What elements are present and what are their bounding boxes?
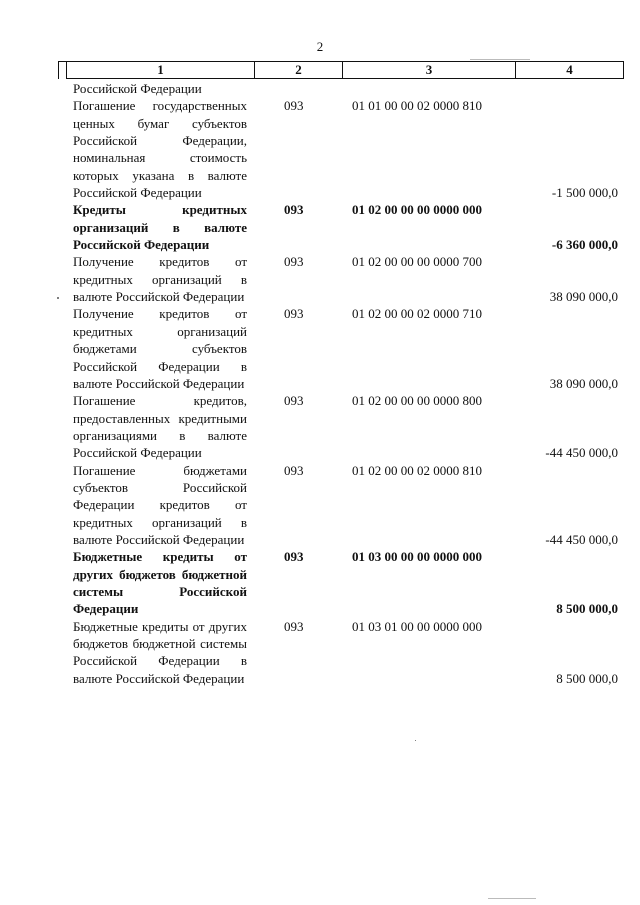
row-name: Погашение кредитов, предоставленных кредитными организациями в валюте Российской Федерации [73,393,247,461]
header-col-1: 1 [67,62,255,78]
row-code: 093 [284,393,304,409]
row-kbk: 01 03 01 00 00 0000 000 [352,618,482,634]
row-kbk: 01 03 00 00 00 0000 000 [352,549,482,565]
row-name: Погашение бюджетами субъектов Российской Федерации кредитов от кредитных организаций в валюте Российской Федерации [73,462,247,547]
page-number: 2 [316,39,324,54]
table-row [73,97,618,201]
row-amount: -44 450 000,0 [545,445,618,461]
header-col-4: 4 [566,62,573,77]
row-amount: 8 500 000,0 [556,670,618,686]
row-name: Получение кредитов от кредитных организаций в валюте Российской Федерации [73,254,247,305]
row-amount: -44 450 000,0 [545,531,618,547]
row-kbk: 01 02 00 00 00 0000 700 [352,254,482,270]
table-row [73,253,618,305]
row-amount: -6 360 000,0 [551,237,618,253]
row-kbk: 01 01 00 00 02 0000 810 [352,98,482,114]
row-amount: -1 500 000,0 [551,185,618,201]
row-code: 093 [284,98,304,114]
row-amount: 8 500 000,0 [556,601,618,617]
row-kbk: 01 02 00 00 02 0000 710 [352,306,482,322]
table-row [73,201,618,253]
table-row [73,392,618,461]
header-col-3: 3 [343,62,516,78]
row-code: 093 [284,618,304,634]
row-code: 093 [284,306,304,322]
row-code: 093 [284,202,304,218]
row-code: 093 [284,254,304,270]
row-amount: 38 090 000,0 [549,375,618,391]
row-name: Кредиты кредитных организаций в валюте Российской Федерации [73,202,247,253]
scan-mark [488,898,536,899]
row-name: Погашение государственных ценных бумаг субъектов Российской Федерации, номинальная стоимость которых указана в валюте Российской Федерации [73,98,247,201]
table-header [66,61,624,79]
table-row [73,548,618,617]
row-name: Бюджетные кредиты от других бюджетов бюджетной системы Российской Федерации [73,549,247,617]
row-code: 093 [284,549,304,565]
row-name: Российской Федерации [73,81,202,96]
row-kbk: 01 02 00 00 00 0000 800 [352,393,482,409]
scan-speck [57,297,59,299]
table-row [73,80,618,97]
table-row [73,618,618,687]
row-amount: 38 090 000,0 [549,289,618,305]
table-row [73,305,618,392]
row-name: Получение кредитов от кредитных организаций бюджетами субъектов Российской Федерации в валюте Российской Федерации [73,306,247,391]
row-kbk: 01 02 00 00 02 0000 810 [352,462,482,478]
table-row [73,462,618,549]
scan-mark [470,59,530,60]
scan-speck [415,740,416,741]
row-kbk: 01 02 00 00 00 0000 000 [352,202,482,218]
row-name: Бюджетные кредиты от других бюджетов бюджетной системы Российской Федерации в валюте Российской Федерации [73,618,247,686]
header-col-2: 2 [255,62,343,78]
row-code: 093 [284,462,304,478]
table-body [73,80,618,687]
